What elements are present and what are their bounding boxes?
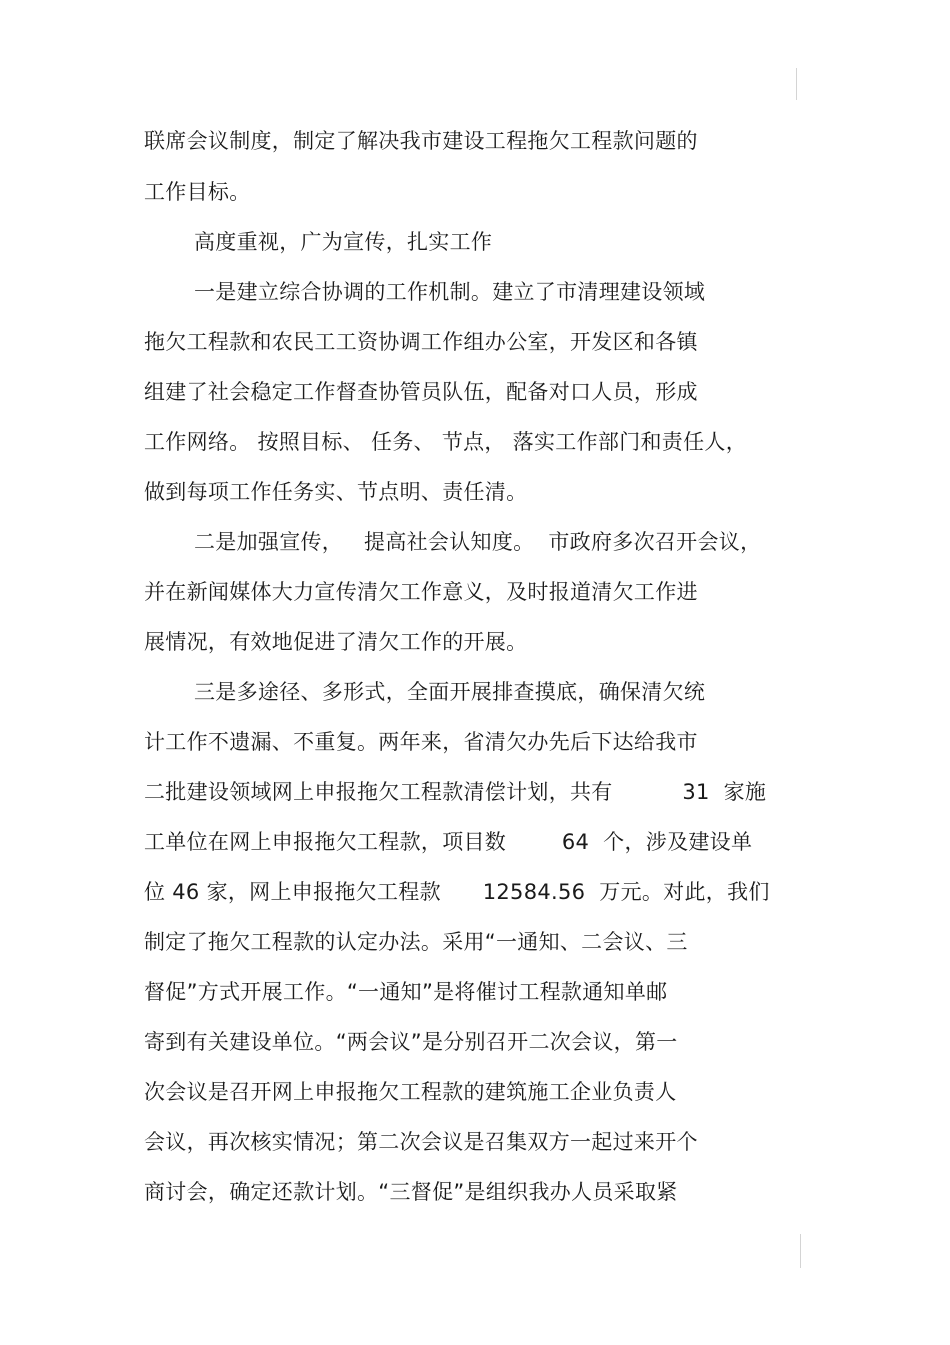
text-line: 计工作不遗漏、不重复。两年来，省清欠办先后下达给我市 (144, 730, 698, 754)
corner-mark-bottom-right (800, 1234, 801, 1268)
paragraph-start: 二是加强宣传， 提高社会认知度。 市政府多次召开会议， (194, 530, 762, 554)
text-line: 拖欠工程款和农民工工资协调工作组办公室，开发区和各镇 (144, 330, 698, 354)
text-line: 并在新闻媒体大力宣传清欠工作意义，及时报道清欠工作进 (144, 580, 698, 604)
section-heading: 高度重视，广为宣传，扎实工作 (194, 230, 493, 254)
text-line: 做到每项工作任务实、节点明、责任清。 (144, 480, 528, 504)
text-line: 位 46 家，网上申报拖欠工程款 12584.56 万元。对此，我们 (144, 880, 770, 904)
text-line: 联席会议制度，制定了解决我市建设工程拖欠工程款问题的 (144, 129, 698, 153)
text-line: 二批建设领域网上申报拖欠工程款清偿计划，共有 31 家施 (144, 780, 767, 804)
text-line: 会议，再次核实情况；第二次会议是召集双方一起过来开个 (144, 1130, 698, 1154)
text-line: 工单位在网上申报拖欠工程款，项目数 64 个，涉及建设单 (144, 830, 753, 854)
text-line: 展情况，有效地促进了清欠工作的开展。 (144, 630, 528, 654)
text-line: 督促”方式开展工作。“一通知”是将催讨工程款通知单邮 (144, 980, 668, 1004)
corner-mark-top-right (796, 68, 797, 100)
text-line: 商讨会，确定还款计划。“三督促”是组织我办人员采取紧 (144, 1180, 678, 1204)
paragraph-start: 三是多途径、多形式，全面开展排查摸底，确保清欠统 (194, 680, 706, 704)
text-line: 寄到有关建设单位。“两会议”是分别召开二次会议，第一 (144, 1030, 678, 1054)
text-line: 工作网络。 按照目标、 任务、 节点， 落实工作部门和责任人， (144, 430, 747, 454)
paragraph-start: 一是建立综合协调的工作机制。建立了市清理建设领域 (194, 280, 706, 304)
text-line: 工作目标。 (144, 180, 251, 204)
text-line: 组建了社会稳定工作督查协管员队伍，配备对口人员，形成 (144, 380, 698, 404)
text-line: 次会议是召开网上申报拖欠工程款的建筑施工企业负责人 (144, 1080, 677, 1104)
text-line: 制定了拖欠工程款的认定办法。采用“一通知、二会议、三 (144, 930, 688, 954)
